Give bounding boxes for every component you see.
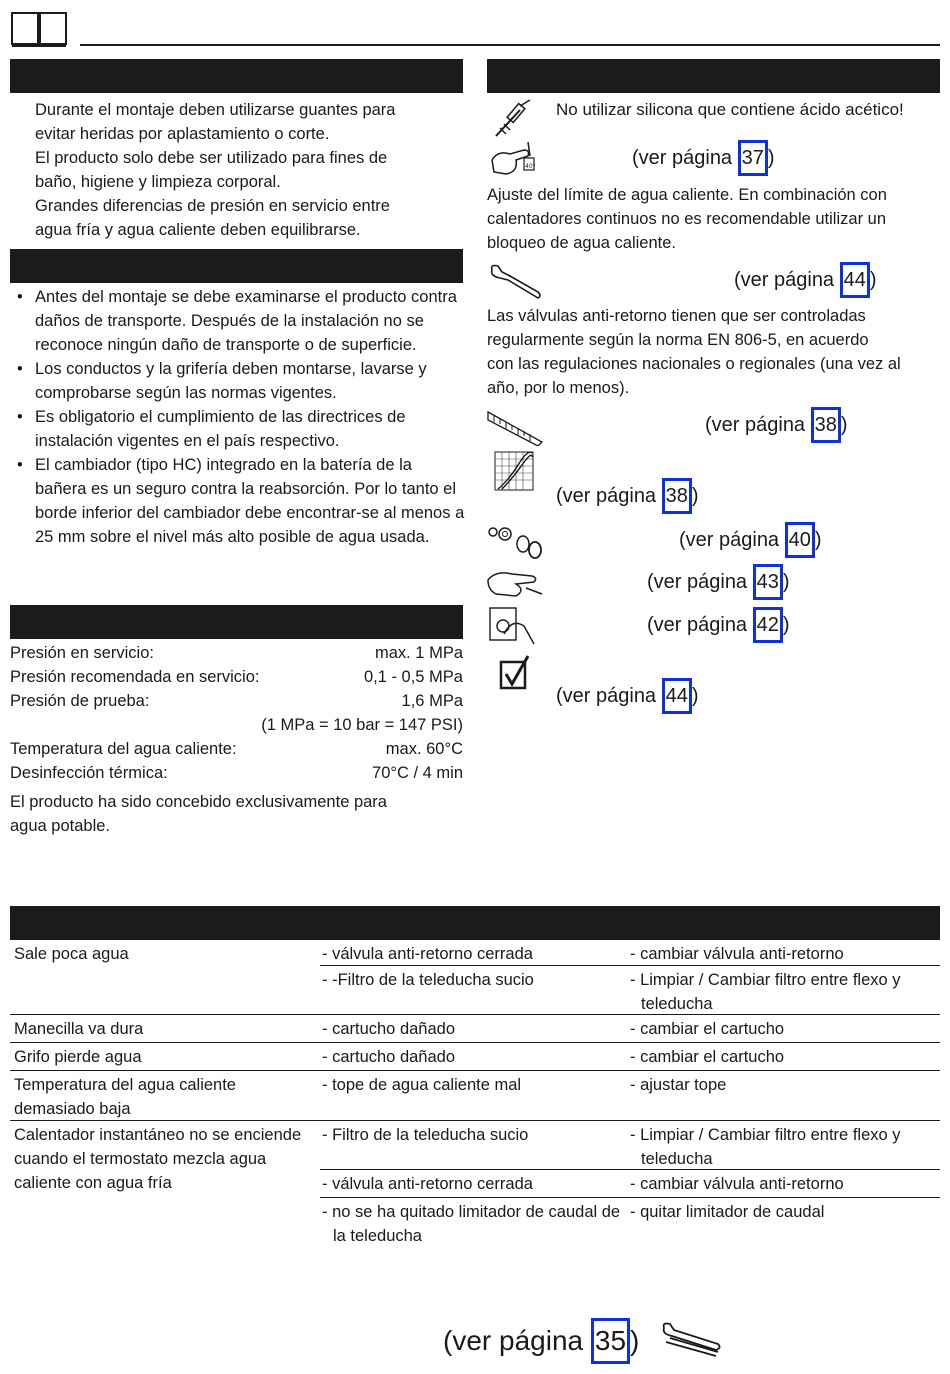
- valve-line: regularmente según la norma EN 806-5, en acuerdo: [487, 331, 869, 349]
- solution-cell: - cambiar el cartucho: [630, 1048, 785, 1066]
- checkbox-checked-icon: [498, 654, 532, 690]
- hand-wipe-icon: [486, 564, 544, 602]
- ref-suffix: ): [840, 414, 848, 436]
- hand-thermometer-icon: [488, 138, 540, 180]
- problem-cell: Sale poca agua: [14, 945, 129, 963]
- tech-label: Presión en servicio:: [10, 644, 154, 662]
- hotwater-line: bloqueo de agua caliente.: [487, 234, 676, 252]
- table-row: [10, 940, 940, 966]
- page-link[interactable]: 40: [785, 522, 815, 558]
- page-ref-44b[interactable]: [556, 678, 699, 714]
- ref-suffix: ): [814, 529, 822, 551]
- tech-row: [10, 761, 463, 785]
- cause-cell: - tope de agua caliente mal: [322, 1076, 522, 1094]
- ref-suffix: ): [782, 614, 790, 636]
- cause-cell: - válvula anti-retorno cerrada: [322, 945, 533, 963]
- hotwater-line: calentadores continuos no es recomendable utilizar un: [487, 210, 886, 228]
- section-bar-mounting: [10, 249, 463, 283]
- ref-prefix: (ver página: [734, 269, 840, 291]
- ref-prefix: (ver página: [443, 1325, 591, 1356]
- section-bar-notes: [487, 59, 940, 93]
- page-link[interactable]: 35: [591, 1318, 630, 1364]
- problem-cell: Temperatura del agua caliente demasiado baja: [14, 1076, 236, 1118]
- table-row: [10, 966, 940, 1015]
- tech-row: [10, 665, 463, 689]
- cause-cell: - Filtro de la teleducha sucio: [322, 1126, 529, 1144]
- problem-cell: Manecilla va dura: [14, 1020, 144, 1038]
- cause-cell: - -Filtro de la teleducha sucio: [322, 971, 534, 989]
- solution-cell: - cambiar válvula anti-retorno: [630, 945, 844, 963]
- ref-prefix: (ver página: [632, 147, 738, 169]
- ref-prefix: (ver página: [705, 414, 811, 436]
- page-link[interactable]: 44: [840, 262, 870, 298]
- tech-row: [10, 737, 463, 761]
- silicone-gun-icon: [490, 98, 536, 140]
- tech-note-text: (1 MPa = 10 bar = 147 PSI): [261, 716, 463, 734]
- page-ref-43[interactable]: [647, 564, 790, 600]
- solution-cell: - cambiar válvula anti-retorno: [630, 1175, 844, 1193]
- header-rule: [80, 44, 940, 46]
- valve-line: año, por lo menos).: [487, 379, 630, 397]
- section-bar-safety: [10, 59, 463, 93]
- potable-line: agua potable.: [10, 817, 111, 835]
- safety-line: Durante el montaje deben utilizarse guantes para: [35, 101, 396, 119]
- safety-line: baño, higiene y limpieza corporal.: [35, 173, 281, 191]
- valve-line: con las regulaciones nacionales o regionales (una vez al: [487, 355, 901, 373]
- ref-prefix: (ver página: [647, 571, 753, 593]
- diagram-grid-icon: [494, 451, 534, 491]
- potable-line: El producto ha sido concebido exclusivamente para: [10, 793, 387, 811]
- table-row: [10, 1198, 940, 1248]
- cause-cell: - válvula anti-retorno cerrada: [322, 1175, 533, 1193]
- mounting-bullets: [11, 285, 466, 549]
- safety-line: El producto solo debe ser utilizado para fines de: [35, 149, 388, 167]
- page-ref-44a[interactable]: [734, 262, 877, 298]
- valve-line: Las válvulas anti-retorno tienen que ser controladas: [487, 307, 866, 325]
- safety-line: agua fría y agua caliente deben equilibrarse.: [35, 221, 361, 239]
- ref-suffix: ): [691, 685, 699, 707]
- page-link[interactable]: 37: [738, 140, 768, 176]
- ref-prefix: (ver página: [556, 685, 662, 707]
- table-row: [10, 1071, 940, 1121]
- tech-row: [10, 689, 463, 713]
- tech-value: 0,1 - 0,5 MPa: [363, 668, 463, 686]
- list-item: • El cambiador (tipo HC) integrado en la batería de la bañera es un seguro contra la reabsorción. Por lo tanto el borde inferior del cambiador debe encontrar-se al menos a 25 mm sobre el nivel más alto posible de agua usada.: [11, 453, 466, 549]
- cartridge-parts-icon: [487, 522, 545, 560]
- tech-label: Presión recomendada en servicio:: [10, 668, 260, 686]
- table-row: [10, 1043, 940, 1071]
- solution-cell: - Limpiar / Cambiar filtro entre flexo y teleducha: [630, 971, 901, 1013]
- safety-line: evitar heridas por aplastamiento o corte.: [35, 125, 330, 143]
- footer-page-ref[interactable]: [443, 1318, 639, 1364]
- problem-cell: Grifo pierde agua: [14, 1048, 142, 1066]
- cause-cell: - cartucho dañado: [322, 1048, 456, 1066]
- tech-label: Temperatura del agua caliente:: [10, 740, 237, 758]
- ref-suffix: ): [630, 1325, 640, 1356]
- ref-prefix: (ver página: [556, 485, 662, 507]
- book-icon: [10, 10, 68, 48]
- wrench-pliers-icon: [660, 1322, 722, 1358]
- page-link[interactable]: 38: [811, 407, 841, 443]
- svg-text:40°: 40°: [525, 163, 536, 170]
- tech-value: 70°C / 4 min: [372, 764, 463, 782]
- problem-cell: Calentador instantáneo no se enciende cuando el termostato mezcla agua caliente con agua fría: [14, 1126, 302, 1192]
- solution-cell: - ajustar tope: [630, 1076, 727, 1094]
- silicone-warning: No utilizar silicona que contiene ácido acético!: [556, 100, 904, 119]
- page-link[interactable]: 42: [753, 607, 783, 643]
- section-bar-technical: [10, 605, 463, 639]
- tech-value: max. 1 MPa: [374, 644, 463, 662]
- tech-label: Presión de prueba:: [10, 692, 150, 710]
- page-ref-38b[interactable]: [556, 478, 699, 514]
- list-item: • Antes del montaje se debe examinarse el producto contra daños de transporte. Después de la instalación no se reconoce ningún daño de transporte o de superficie.: [11, 285, 466, 357]
- tech-value: 1,6 MPa: [401, 692, 463, 710]
- page-ref-40[interactable]: [679, 522, 822, 558]
- ref-suffix: ): [691, 485, 699, 507]
- hand-turning-handle-icon: [488, 604, 538, 648]
- ref-prefix: (ver página: [679, 529, 785, 551]
- safety-line: Grandes diferencias de presión en servicio entre: [35, 197, 390, 215]
- solution-cell: - quitar limitador de caudal: [630, 1203, 825, 1221]
- ref-suffix: ): [869, 269, 877, 291]
- page-ref-42[interactable]: [647, 607, 790, 643]
- cause-cell: - no se ha quitado limitador de caudal de la teleducha: [322, 1203, 621, 1245]
- ruler-icon: [486, 408, 544, 446]
- page-link[interactable]: 43: [753, 564, 783, 600]
- page-link[interactable]: 44: [662, 678, 692, 714]
- page-link[interactable]: 38: [662, 478, 692, 514]
- table-row: [10, 1170, 940, 1197]
- page-ref-37[interactable]: [632, 140, 775, 176]
- list-item: • Es obligatorio el cumplimiento de las directrices de instalación vigentes en el país respectivo.: [11, 405, 466, 453]
- hotwater-line: Ajuste del límite de agua caliente. En combinación con: [487, 186, 887, 204]
- tech-note: [10, 713, 463, 737]
- ref-suffix: ): [782, 571, 790, 593]
- cause-cell: - cartucho dañado: [322, 1020, 456, 1038]
- solution-cell: - Limpiar / Cambiar filtro entre flexo y teleducha: [630, 1126, 901, 1168]
- ref-prefix: (ver página: [647, 614, 753, 636]
- page-ref-38a[interactable]: [705, 407, 848, 443]
- section-bar-troubleshooting: [10, 906, 940, 940]
- ref-suffix: ): [767, 147, 775, 169]
- wrench-icon: [488, 262, 544, 300]
- solution-cell: - cambiar el cartucho: [630, 1020, 785, 1038]
- list-item: • Los conductos y la grifería deben montarse, lavarse y comprobarse según las normas vigentes.: [11, 357, 466, 405]
- tech-value: max. 60°C: [385, 740, 463, 758]
- tech-row: [10, 641, 463, 665]
- tech-label: Desinfección térmica:: [10, 764, 168, 782]
- table-row: [10, 1015, 940, 1043]
